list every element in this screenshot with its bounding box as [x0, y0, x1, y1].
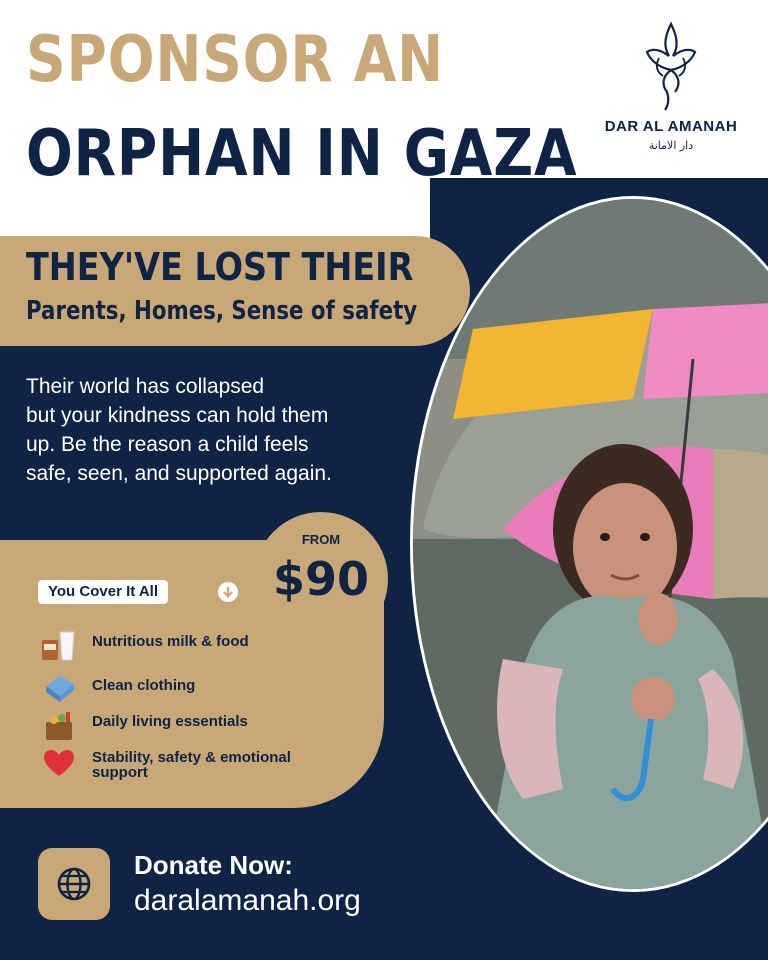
benefit-item	[40, 628, 360, 662]
brand-logo	[596, 18, 746, 152]
lotus-flame-icon	[639, 18, 703, 112]
benefit-label: Stability, safety & emotional support	[92, 749, 291, 781]
benefit-item	[40, 746, 360, 780]
brand-arabic-name: دار الامانة	[648, 139, 694, 152]
benefit-label: Daily living essentials	[92, 713, 248, 730]
arrow-down-circle-icon	[218, 582, 238, 602]
milk-food-icon	[40, 628, 78, 662]
donate-now-label: Donate Now:	[134, 850, 293, 880]
benefit-item	[40, 672, 360, 706]
folded-clothes-icon	[40, 672, 78, 706]
benefit-item	[40, 708, 360, 742]
brand-name: DAR AL AMANAH	[604, 118, 738, 135]
globe-icon	[38, 848, 110, 920]
benefit-label: Clean clothing	[92, 677, 196, 694]
heart-icon	[40, 746, 78, 780]
benefit-label: Nutritious milk & food	[92, 633, 249, 650]
donate-url-link[interactable]: daralamanah.org	[134, 884, 361, 917]
headline-line-2: ORPHAN IN GAZA	[26, 117, 578, 191]
price-amount: $90	[272, 552, 370, 606]
lost-banner-subtitle: Parents, Homes, Sense of safety	[26, 296, 418, 326]
appeal-line: up. Be the reason a child feels	[26, 433, 309, 456]
donate-icon-tile[interactable]	[38, 848, 110, 920]
appeal-line: but your kindness can hold them	[26, 404, 329, 427]
cover-label: You Cover It All	[38, 580, 168, 604]
lost-banner-title: THEY'VE LOST THEIR	[26, 245, 414, 289]
price-prefix: FROM	[301, 532, 341, 547]
appeal-line: Their world has collapsed	[26, 375, 265, 398]
grocery-basket-icon	[40, 708, 78, 742]
headline-line-1: SPONSOR AN	[26, 23, 445, 97]
appeal-paragraph	[26, 372, 416, 488]
appeal-line: safe, seen, and supported again.	[26, 462, 332, 485]
